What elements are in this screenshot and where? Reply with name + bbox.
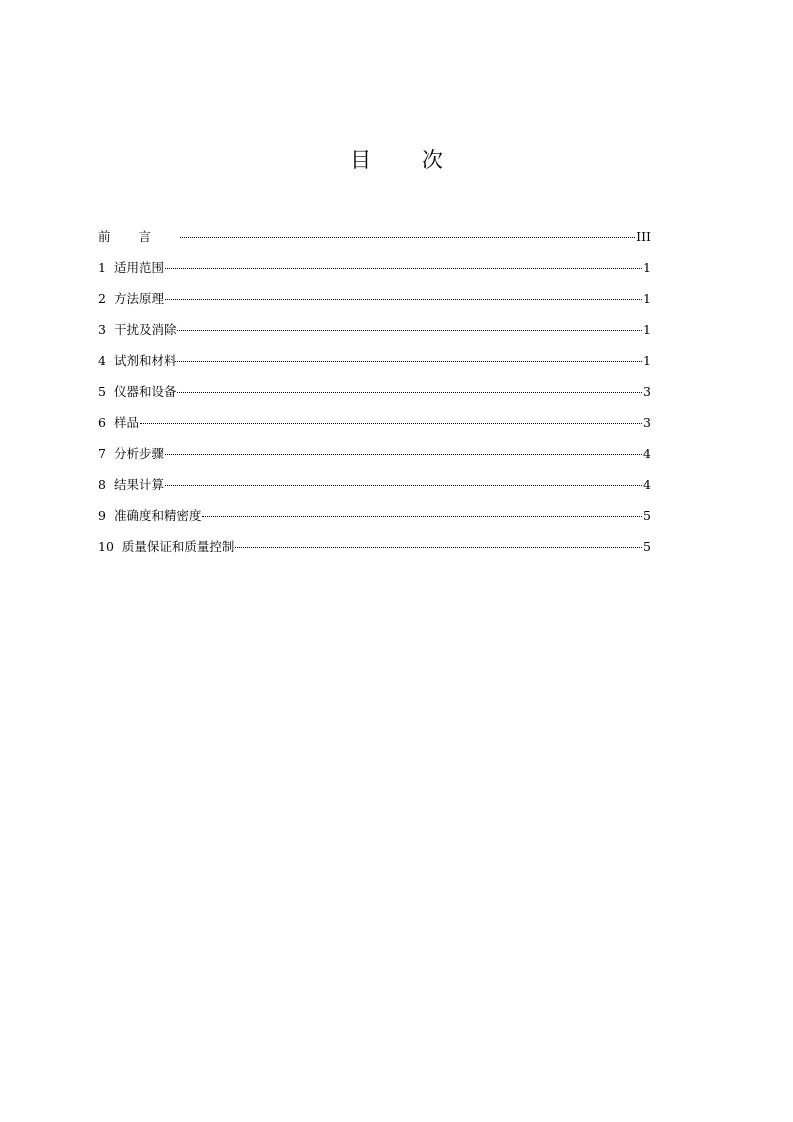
toc-entry-label: 准确度和精密度 [113,508,202,523]
dot-leader [177,392,642,393]
dot-leader [202,516,642,517]
toc-entry-page: 1 [643,260,651,275]
toc-entry-6[interactable] [98,413,651,444]
page-title: 目 次 [350,148,465,172]
toc-entry-label: 质量保证和质量控制 [121,539,235,554]
toc-entry-2[interactable] [98,289,651,320]
dot-leader [177,361,642,362]
toc-entry-number: 10 [98,539,114,554]
toc-entry-page: 3 [643,415,651,430]
dot-leader [165,268,642,269]
toc-entry-3[interactable] [98,320,651,351]
toc-entry-label: 样品 [113,415,139,430]
toc-entry-number: 5 [98,384,106,399]
toc-entry-number: 6 [98,415,106,430]
toc-entry-label: 前言 [98,229,180,244]
toc-entry-number: 8 [98,477,106,492]
toc-entry-number: 2 [98,291,106,306]
toc-entry-page: 5 [643,508,651,523]
toc-entry-preface[interactable] [98,227,651,258]
dot-leader [235,547,642,548]
toc-entry-8[interactable] [98,475,651,506]
toc-entry-page: III [636,229,651,244]
toc-entry-number: 1 [98,260,106,275]
toc-entry-5[interactable] [98,382,651,413]
toc-entry-number: 7 [98,446,106,461]
toc-entry-number: 4 [98,353,106,368]
toc-entry-label: 试剂和材料 [113,353,177,368]
toc-entry-1[interactable] [98,258,651,289]
toc-entry-4[interactable] [98,351,651,382]
toc-entry-label: 适用范围 [113,260,164,275]
toc-entry-10[interactable] [98,537,651,568]
dot-leader [165,485,642,486]
dot-leader [180,237,635,238]
toc-entry-label: 方法原理 [113,291,164,306]
toc-entry-7[interactable] [98,444,651,475]
toc-entry-label: 干扰及消除 [113,322,177,337]
dot-leader [165,454,642,455]
toc-entry-page: 4 [643,477,651,492]
toc-entry-page: 4 [643,446,651,461]
dot-leader [177,330,642,331]
toc-entry-label: 结果计算 [113,477,164,492]
dot-leader [165,299,642,300]
toc-entry-label: 仪器和设备 [113,384,177,399]
toc-entry-9[interactable] [98,506,651,537]
dot-leader [140,423,642,424]
toc-entry-page: 3 [643,384,651,399]
toc-entry-page: 1 [643,322,651,337]
toc-entry-page: 5 [643,539,651,554]
toc-entry-page: 1 [643,353,651,368]
toc-entry-number: 9 [98,508,106,523]
toc-entry-page: 1 [643,291,651,306]
toc-entry-label: 分析步骤 [113,446,164,461]
toc-entry-number: 3 [98,322,106,337]
table-of-contents [98,227,651,568]
